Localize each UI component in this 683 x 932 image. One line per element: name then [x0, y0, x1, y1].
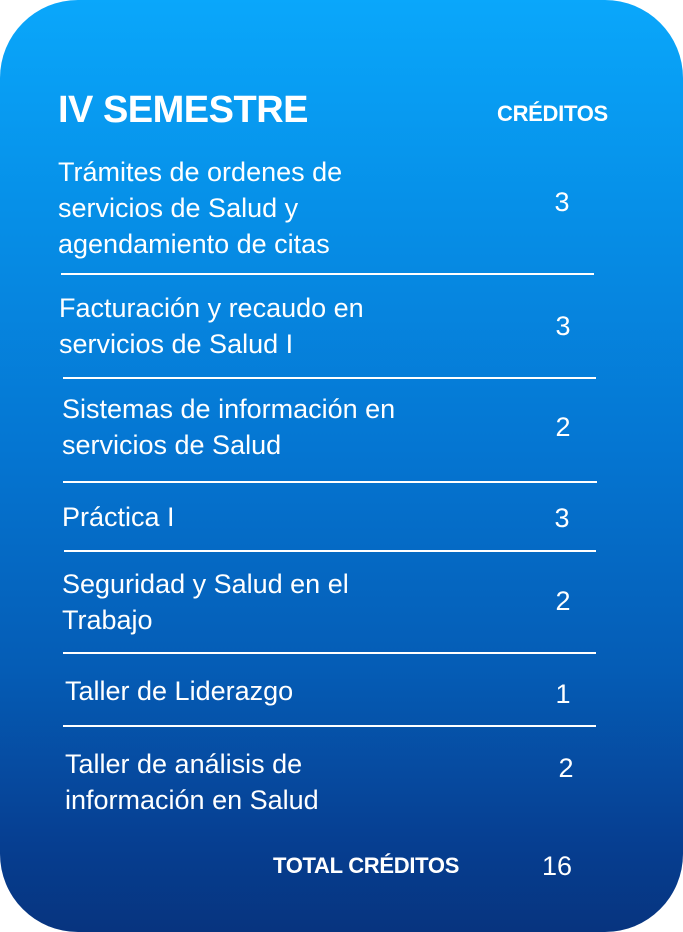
semester-title: IV SEMESTRE [58, 89, 308, 131]
course-credits: 2 [558, 753, 574, 783]
total-credits-value: 16 [542, 851, 573, 881]
course-credits: 3 [554, 503, 570, 533]
total-credits-label: TOTAL CRÉDITOS [273, 853, 460, 878]
course-credits: 2 [555, 586, 571, 616]
row-divider [63, 652, 596, 654]
row-divider [63, 725, 596, 727]
course-credits: 2 [555, 412, 571, 442]
credits-column-heading: CRÉDITOS [497, 101, 608, 126]
course-credits: 1 [555, 679, 571, 709]
course-name: Taller de análisis de información en Salud [65, 749, 319, 815]
course-name: Facturación y recaudo en servicios de Salud I [59, 293, 364, 359]
row-divider [61, 273, 594, 275]
course-credits: 3 [554, 187, 570, 217]
course-name: Práctica I [62, 502, 175, 532]
course-credits: 3 [555, 311, 571, 341]
row-divider [63, 377, 596, 379]
course-name: Sistemas de información en servicios de Salud [62, 394, 396, 460]
row-divider [64, 550, 596, 552]
course-name: Seguridad y Salud en el Trabajo [62, 569, 349, 635]
course-name: Trámites de ordenes de servicios de Salud y agendamiento de citas [58, 157, 343, 259]
course-name: Taller de Liderazgo [65, 676, 294, 706]
row-divider [63, 481, 597, 483]
